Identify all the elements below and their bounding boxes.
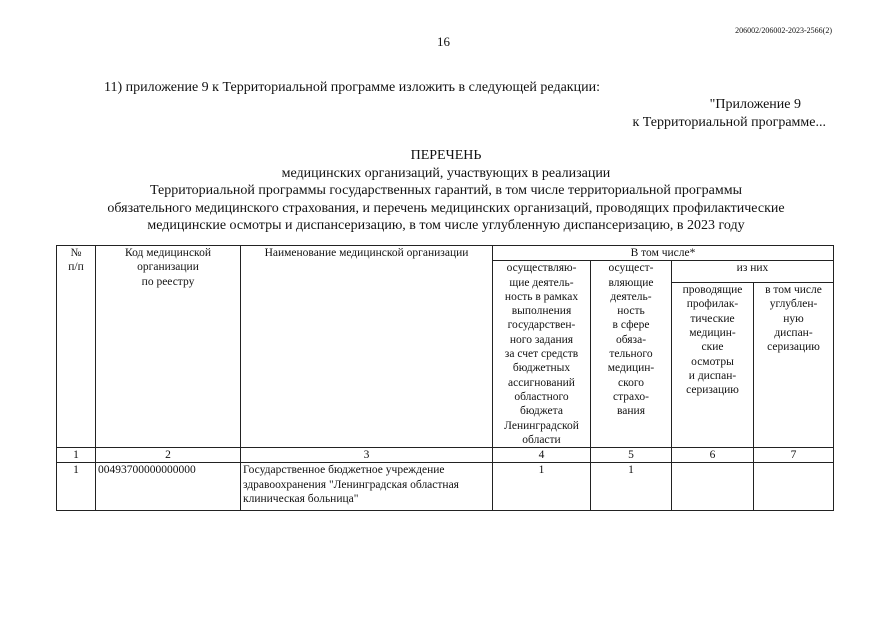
column-number: 7 bbox=[754, 448, 834, 463]
appendix-caption-line1: "Приложение 9 bbox=[709, 97, 801, 112]
header-registry-code: Код медицинской организации по реестру bbox=[96, 246, 241, 448]
column-number-row bbox=[57, 448, 834, 463]
row-col5-value: 1 bbox=[591, 463, 672, 511]
header-col5: осущест- вляющие деятель- ность в сфере обяза- тельного медицин- ского страхо- вания bbox=[591, 261, 672, 448]
row-col4-value: 1 bbox=[493, 463, 591, 511]
organizations-table bbox=[56, 245, 834, 511]
column-number: 1 bbox=[57, 448, 96, 463]
header-col4: осуществляю- щие деятель- ность в рамках выполнения государствен- ного задания за счет средств бюджетных ассигнований областного бюджета Ленинградской области bbox=[493, 261, 591, 448]
title-heading: ПЕРЕЧЕНЬ bbox=[410, 148, 482, 163]
title-line: обязательного медицинского страхования, и перечень медицинских организаций, проводящих профилактические bbox=[107, 200, 785, 216]
column-number: 5 bbox=[591, 448, 672, 463]
column-number: 3 bbox=[241, 448, 493, 463]
header-row-1 bbox=[57, 246, 834, 261]
title-line: медицинских организаций, участвующих в реализации bbox=[281, 165, 611, 181]
title-line: Территориальной программы государственных гарантий, в том числе территориальной программы bbox=[150, 183, 742, 199]
header-col7: в том числе углублен- ную диспан- серизацию bbox=[754, 283, 834, 448]
page-number: 16 bbox=[437, 34, 450, 49]
appendix-caption-line2: к Территориальной программе... bbox=[632, 115, 826, 130]
row-col6-value bbox=[672, 463, 754, 511]
header-org-name: Наименование медицинской организации bbox=[241, 246, 493, 448]
column-number: 4 bbox=[493, 448, 591, 463]
document-id: 206002/206002-2023-2566(2) bbox=[735, 26, 832, 35]
row-number: 1 bbox=[57, 463, 96, 511]
table-row bbox=[57, 463, 834, 511]
title-line: медицинские осмотры и диспансеризацию, в том числе углубленную диспансеризацию, в 2023 году bbox=[147, 218, 745, 234]
column-number: 2 bbox=[96, 448, 241, 463]
header-group-including: В том числе* bbox=[493, 246, 834, 261]
row-col7-value bbox=[754, 463, 834, 511]
document-title bbox=[56, 147, 836, 235]
row-org-name: Государственное бюджетное учреждение здравоохранения "Ленинградская областная клиническая больница" bbox=[241, 463, 493, 511]
header-subgroup-of-them: из них bbox=[672, 261, 834, 283]
column-number: 6 bbox=[672, 448, 754, 463]
header-number: № п/п bbox=[57, 246, 96, 448]
header-col6: проводящие профилак- тические медицин- ские осмотры и диспан- серизацию bbox=[672, 283, 754, 448]
row-registry-code: 00493700000000000 bbox=[96, 463, 241, 511]
intro-paragraph: 11) приложение 9 к Территориальной программе изложить в следующей редакции: bbox=[104, 80, 600, 95]
